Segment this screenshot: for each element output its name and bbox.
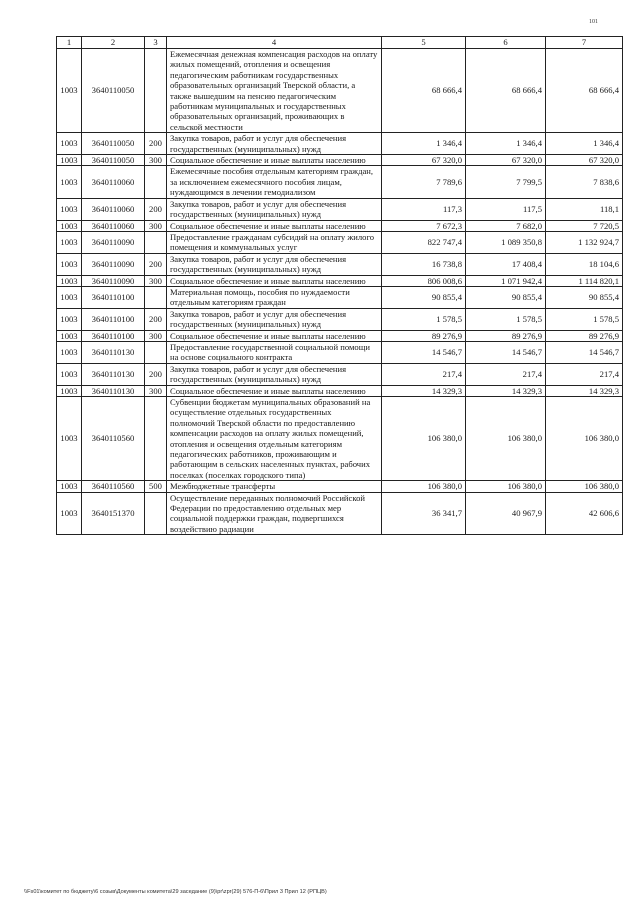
value-col6-cell: 1 071 942,4 — [466, 275, 546, 286]
value-col6-cell: 117,5 — [466, 198, 546, 220]
name-cell: Материальная помощь, пособия по нуждаемости отдельным категориям граждан — [167, 286, 382, 308]
value-col7-cell: 42 606,6 — [546, 492, 623, 535]
value-col5-cell: 16 738,8 — [382, 253, 466, 275]
value-col6-cell: 89 276,9 — [466, 330, 546, 341]
value-col5-cell: 806 008,6 — [382, 275, 466, 286]
section-cell: 1003 — [57, 253, 82, 275]
header-col-6: 6 — [466, 37, 546, 49]
section-cell: 1003 — [57, 220, 82, 231]
name-cell: Осуществление переданных полномочий Российской Федерации по предоставлению отдельных мер социальной поддержки граждан, подвергшихся воздействию радиации — [167, 492, 382, 535]
section-cell: 1003 — [57, 166, 82, 198]
value-col5-cell: 67 320,0 — [382, 155, 466, 166]
name-cell: Закупка товаров, работ и услуг для обеспечения государственных (муниципальных) нужд — [167, 133, 382, 155]
table-row — [57, 231, 623, 253]
value-col7-cell: 1 114 820,1 — [546, 275, 623, 286]
value-col6-cell: 106 380,0 — [466, 481, 546, 492]
header-col-3: 3 — [145, 37, 167, 49]
value-col5-cell: 106 380,0 — [382, 397, 466, 481]
type-cell — [145, 286, 167, 308]
table-row — [57, 275, 623, 286]
value-col6-cell: 14 329,3 — [466, 385, 546, 396]
code-cell: 3640110050 — [82, 133, 145, 155]
value-col6-cell: 40 967,9 — [466, 492, 546, 535]
value-col5-cell: 117,3 — [382, 198, 466, 220]
section-cell: 1003 — [57, 275, 82, 286]
code-cell: 3640110060 — [82, 220, 145, 231]
section-cell: 1003 — [57, 49, 82, 133]
table-row — [57, 492, 623, 535]
type-cell: 200 — [145, 308, 167, 330]
type-cell: 300 — [145, 330, 167, 341]
value-col7-cell: 1 578,5 — [546, 308, 623, 330]
name-cell: Субвенции бюджетам муниципальных образований на осуществление отдельных государственных полномочий Тверской области по предоставлению компенсации расходов на оплату жилых помещений, отопления и освещения отдельным категориям педагогических работников, проживающим и работающим в сельских населенных пунктах, рабочих поселках (поселках городского типа) — [167, 397, 382, 481]
section-cell: 1003 — [57, 492, 82, 535]
header-col-2: 2 — [82, 37, 145, 49]
value-col6-cell: 17 408,4 — [466, 253, 546, 275]
value-col7-cell: 18 104,6 — [546, 253, 623, 275]
value-col5-cell: 217,4 — [382, 363, 466, 385]
value-col5-cell: 36 341,7 — [382, 492, 466, 535]
name-cell: Предоставление гражданам субсидий на оплату жилого помещения и коммунальных услуг — [167, 231, 382, 253]
code-cell: 3640110060 — [82, 198, 145, 220]
name-cell: Межбюджетные трансферты — [167, 481, 382, 492]
table-row — [57, 308, 623, 330]
value-col6-cell: 1 346,4 — [466, 133, 546, 155]
section-cell: 1003 — [57, 133, 82, 155]
value-col7-cell: 89 276,9 — [546, 330, 623, 341]
type-cell: 200 — [145, 253, 167, 275]
budget-table — [56, 36, 623, 535]
header-col-4: 4 — [167, 37, 382, 49]
section-cell: 1003 — [57, 308, 82, 330]
value-col7-cell: 7 838,6 — [546, 166, 623, 198]
page-number: 101 — [589, 19, 598, 25]
code-cell: 3640110100 — [82, 330, 145, 341]
type-cell — [145, 492, 167, 535]
section-cell: 1003 — [57, 481, 82, 492]
type-cell: 200 — [145, 133, 167, 155]
value-col5-cell: 90 855,4 — [382, 286, 466, 308]
name-cell: Социальное обеспечение и иные выплаты населению — [167, 155, 382, 166]
table-row — [57, 397, 623, 481]
table-row — [57, 253, 623, 275]
value-col7-cell: 14 329,3 — [546, 385, 623, 396]
value-col6-cell: 67 320,0 — [466, 155, 546, 166]
value-col5-cell: 68 666,4 — [382, 49, 466, 133]
table-row — [57, 220, 623, 231]
value-col7-cell: 14 546,7 — [546, 341, 623, 363]
section-cell: 1003 — [57, 231, 82, 253]
table-row — [57, 341, 623, 363]
code-cell: 3640151370 — [82, 492, 145, 535]
value-col7-cell: 67 320,0 — [546, 155, 623, 166]
value-col5-cell: 106 380,0 — [382, 481, 466, 492]
code-cell: 3640110560 — [82, 397, 145, 481]
value-col7-cell: 68 666,4 — [546, 49, 623, 133]
value-col5-cell: 14 546,7 — [382, 341, 466, 363]
type-cell: 300 — [145, 385, 167, 396]
header-col-5: 5 — [382, 37, 466, 49]
type-cell — [145, 231, 167, 253]
value-col7-cell: 217,4 — [546, 363, 623, 385]
name-cell: Социальное обеспечение и иные выплаты населению — [167, 220, 382, 231]
type-cell — [145, 397, 167, 481]
footer-file-path: \\Fs01\комитет по бюджету\6 созыв\Документы комитета\29 заседание (9)\pr\zpr(29) 576-П-6\Прил 3 Прил 12 (РПЦВ) — [24, 889, 327, 895]
section-cell: 1003 — [57, 397, 82, 481]
type-cell: 500 — [145, 481, 167, 492]
table-row — [57, 198, 623, 220]
value-col6-cell: 217,4 — [466, 363, 546, 385]
name-cell: Закупка товаров, работ и услуг для обеспечения государственных (муниципальных) нужд — [167, 363, 382, 385]
type-cell: 300 — [145, 275, 167, 286]
name-cell: Закупка товаров, работ и услуг для обеспечения государственных (муниципальных) нужд — [167, 253, 382, 275]
value-col5-cell: 7 789,6 — [382, 166, 466, 198]
section-cell: 1003 — [57, 198, 82, 220]
value-col5-cell: 89 276,9 — [382, 330, 466, 341]
table-row — [57, 155, 623, 166]
code-cell: 3640110100 — [82, 286, 145, 308]
code-cell: 3640110090 — [82, 275, 145, 286]
name-cell: Социальное обеспечение и иные выплаты населению — [167, 275, 382, 286]
table-row — [57, 49, 623, 133]
value-col7-cell: 7 720,5 — [546, 220, 623, 231]
type-cell — [145, 166, 167, 198]
value-col7-cell: 118,1 — [546, 198, 623, 220]
code-cell: 3640110090 — [82, 253, 145, 275]
value-col6-cell: 14 546,7 — [466, 341, 546, 363]
section-cell: 1003 — [57, 155, 82, 166]
name-cell: Ежемесячные пособия отдельным категориям граждан, за исключением ежемесячного пособия лицам, нуждающимся в лечении гемодиализом — [167, 166, 382, 198]
section-cell: 1003 — [57, 363, 82, 385]
value-col5-cell: 822 747,4 — [382, 231, 466, 253]
type-cell — [145, 341, 167, 363]
table-row — [57, 481, 623, 492]
code-cell: 3640110050 — [82, 155, 145, 166]
value-col7-cell: 106 380,0 — [546, 481, 623, 492]
header-col-7: 7 — [546, 37, 623, 49]
table-row — [57, 363, 623, 385]
table-row — [57, 385, 623, 396]
section-cell: 1003 — [57, 330, 82, 341]
header-col-1: 1 — [57, 37, 82, 49]
name-cell: Закупка товаров, работ и услуг для обеспечения государственных (муниципальных) нужд — [167, 308, 382, 330]
type-cell: 300 — [145, 220, 167, 231]
section-cell: 1003 — [57, 385, 82, 396]
header-row — [57, 37, 623, 49]
code-cell: 3640110050 — [82, 49, 145, 133]
table-row — [57, 330, 623, 341]
type-cell: 200 — [145, 363, 167, 385]
section-cell: 1003 — [57, 341, 82, 363]
type-cell: 200 — [145, 198, 167, 220]
code-cell: 3640110090 — [82, 231, 145, 253]
value-col7-cell: 90 855,4 — [546, 286, 623, 308]
name-cell: Социальное обеспечение и иные выплаты населению — [167, 385, 382, 396]
value-col6-cell: 7 682,0 — [466, 220, 546, 231]
value-col6-cell: 106 380,0 — [466, 397, 546, 481]
name-cell: Закупка товаров, работ и услуг для обеспечения государственных (муниципальных) нужд — [167, 198, 382, 220]
value-col6-cell: 1 089 350,8 — [466, 231, 546, 253]
name-cell: Социальное обеспечение и иные выплаты населению — [167, 330, 382, 341]
value-col5-cell: 1 346,4 — [382, 133, 466, 155]
value-col5-cell: 1 578,5 — [382, 308, 466, 330]
value-col6-cell: 68 666,4 — [466, 49, 546, 133]
code-cell: 3640110560 — [82, 481, 145, 492]
value-col7-cell: 106 380,0 — [546, 397, 623, 481]
table-row — [57, 166, 623, 198]
section-cell: 1003 — [57, 286, 82, 308]
value-col6-cell: 90 855,4 — [466, 286, 546, 308]
type-cell: 300 — [145, 155, 167, 166]
table-row — [57, 133, 623, 155]
type-cell — [145, 49, 167, 133]
name-cell: Предоставление государственной социальной помощи на основе социального контракта — [167, 341, 382, 363]
code-cell: 3640110130 — [82, 341, 145, 363]
value-col5-cell: 7 672,3 — [382, 220, 466, 231]
code-cell: 3640110130 — [82, 385, 145, 396]
value-col6-cell: 1 578,5 — [466, 308, 546, 330]
code-cell: 3640110100 — [82, 308, 145, 330]
value-col5-cell: 14 329,3 — [382, 385, 466, 396]
value-col7-cell: 1 346,4 — [546, 133, 623, 155]
value-col6-cell: 7 799,5 — [466, 166, 546, 198]
table-row — [57, 286, 623, 308]
code-cell: 3640110060 — [82, 166, 145, 198]
code-cell: 3640110130 — [82, 363, 145, 385]
name-cell: Ежемесячная денежная компенсация расходов на оплату жилых помещений, отопления и освещения педагогическим работникам государственных образовательных организаций Тверской области, а также вышедшим на пенсию педагогическим работникам муниципальных и государственных образовательных организаций, проживающих в сельской местности — [167, 49, 382, 133]
value-col7-cell: 1 132 924,7 — [546, 231, 623, 253]
